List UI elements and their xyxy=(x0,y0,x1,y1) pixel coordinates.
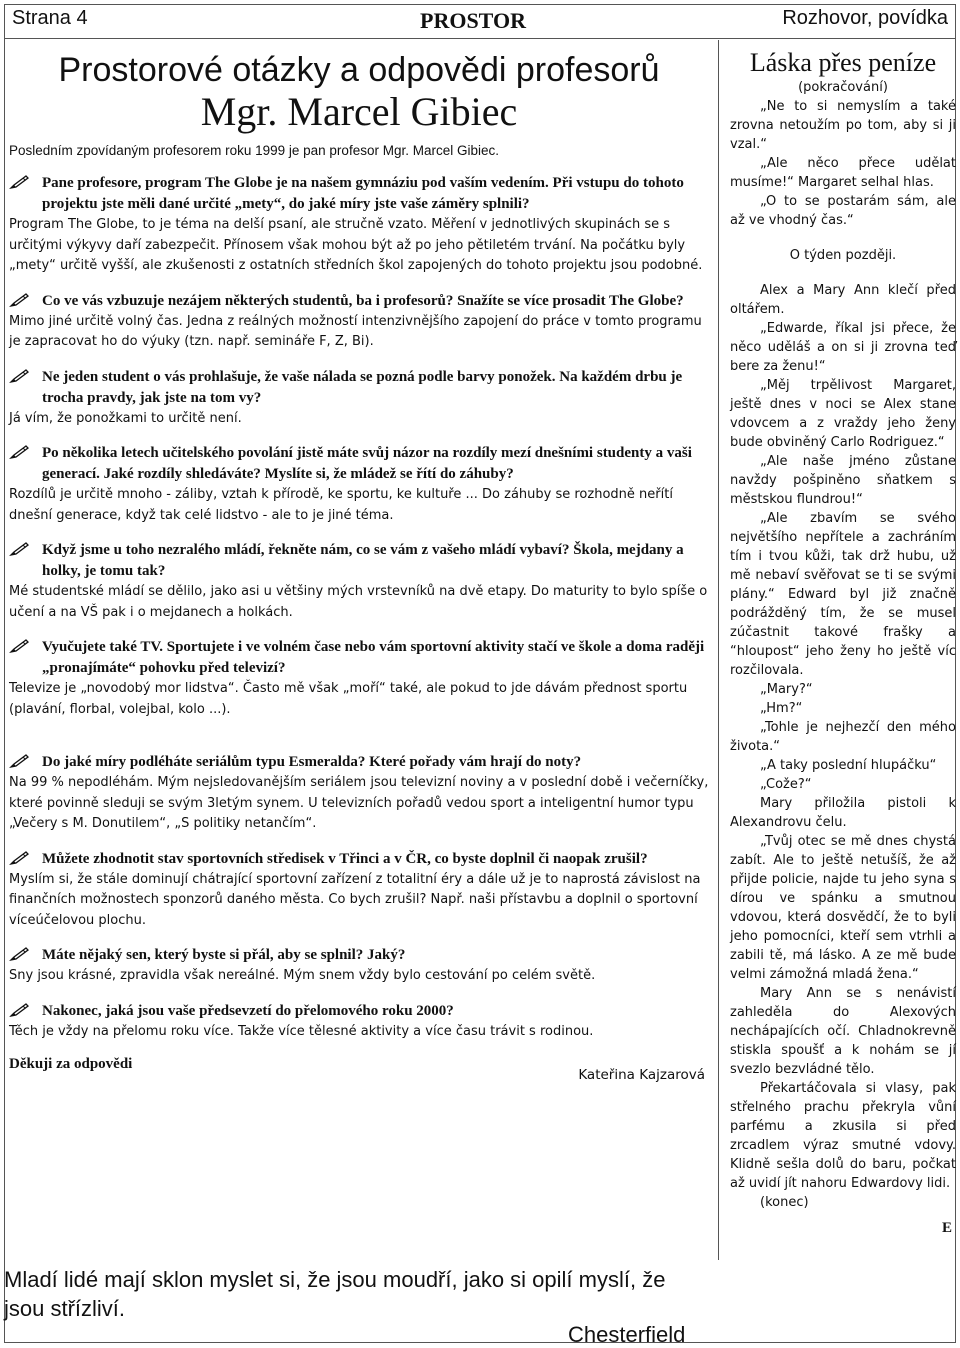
qa-item xyxy=(9,1001,709,1043)
pencil-icon xyxy=(9,638,31,654)
question-text: Co ve vás vzbuzuje nezájem některých studentů, ba i profesorů? Snažíte se více prosadit The Globe? xyxy=(42,292,684,309)
answer: Program The Globe, to je téma na delší psaní, ale stručně vzato. Měření v jednotlivých skupinách se s určitými výkyvy daří zabezpečit. Přínosem však mohou být až po jeho pětiletém trvání. Na počátku byly „mety“ určitě vyšší, ale zkušenosti z ostatních středních škol zapojených do tohoto projektu jsou podobné. xyxy=(9,217,703,273)
qa-item xyxy=(9,173,709,277)
question-text: Můžete zhodnotit stav sportovních středisek v Třinci a v ČR, co byste doplnil či naopak zrušil? xyxy=(42,850,648,867)
pencil-icon xyxy=(9,946,31,962)
answer: Na 99 % nepodléhám. Mým nejsledovanějším seriálem jsou televizní noviny a v poslední době i večerníčky, které povinně sleduji se svým 3letým synem. U televizních pořadů vedou sport a inteligentní humor typu „Večery s M. Donutilem“, „S politiky netančím“. xyxy=(9,775,709,831)
story-title: Láska přes peníze xyxy=(749,48,937,77)
qa-item xyxy=(9,291,709,353)
answer: Mé studentské mládí se dělilo, jako asi u většiny mých vrstevníků na dvě etapy. Do maturity to bylo spíše o učení a na VŠ pak i o mejdanech a holkách. xyxy=(9,584,708,620)
question xyxy=(9,1001,709,1022)
page-number: Strana 4 xyxy=(12,7,88,29)
story-paragraph: „Hm?“ xyxy=(760,701,803,716)
story-paragraph: „Edwarde, říkal jsi přece, že něco uděláš a on si ji zrovna teď bere za ženu!“ xyxy=(730,321,956,374)
answer: Těch je vždy na přelomu roku více. Takže více tělesné aktivity a více času trávit s rodinou. xyxy=(9,1023,594,1039)
column-divider xyxy=(718,40,719,1260)
pencil-icon xyxy=(9,1002,31,1018)
question-text: Do jaké míry podléháte seriálům typu Esmeralda? Které pořady vám hrají do noty? xyxy=(42,754,582,770)
qa-list xyxy=(9,173,709,1042)
question xyxy=(9,752,709,773)
section-title: PROSTOR xyxy=(420,8,526,33)
pencil-icon xyxy=(9,850,31,866)
story-column xyxy=(730,48,956,1237)
qa-item xyxy=(9,367,709,430)
quote-text: Mladí lidé mají sklon myslet si, že jsou moudří, jako si opilí myslí, že jsou střízliví. xyxy=(4,1267,666,1321)
end-mark: E xyxy=(941,1220,952,1236)
qa-item xyxy=(9,752,709,835)
pencil-icon xyxy=(9,368,31,384)
header-divider xyxy=(4,38,956,39)
article-author: Kateřina Kajzarová xyxy=(578,1067,705,1083)
qa-item xyxy=(9,540,709,623)
question-text: Nakonec, jaká jsou vaše předsevzetí do přelomového roku 2000? xyxy=(42,1002,454,1019)
story-paragraph: „Mary?“ xyxy=(760,682,813,697)
story-paragraph: Překartáčovala si vlasy, pak střelného prachu překryla vůní parfému a zkusila si před zrcadlem výraz smutné vdovy. Klidně sešla dolů do baru, počkat až uvidí jít nahoru Edwardovy lidi. xyxy=(730,1081,956,1191)
question xyxy=(9,637,709,679)
answer: Televize je „novodobý mor lidstva“. Často mě však „moří“ také, ale pokud to jde dávám přednost sportu (plavání, florbal, volejbal, kolo ...). xyxy=(9,681,688,717)
story-paragraph: O týden později. xyxy=(789,248,897,263)
article-title: Prostorové otázky a odpovědi profesorů xyxy=(58,51,660,89)
question xyxy=(9,849,709,870)
answer: Mimo jiné určitě volný čas. Jedna z reálných možností intenzivnějšího zapojení do práce v tomto programu je zapracovat ho do výuky (tzn. např. semináře F, Z, Bi). xyxy=(9,313,702,349)
interview-column xyxy=(9,48,709,1083)
story-paragraph: Mary přiložila pistoli k Alexandrovu čelu. xyxy=(730,796,956,830)
question xyxy=(9,945,709,966)
question-text: Pane profesore, program The Globe je na našem gymnáziu pod vaším vedením. Při vstupu do tohoto projektu jste měli dané určité „mety“, do jaké míry jste vaše záměry splnili? xyxy=(42,175,684,212)
question-text: Vyučujete také TV. Sportujete i ve volném čase nebo vám sportovní aktivity stačí ve škole a doma raději „pronajímáte“ pohovku před televizí? xyxy=(42,639,705,676)
pencil-icon xyxy=(9,292,31,308)
question-text: Ne jeden student o vás prohlašuje, že vaše nálada se pozná podle barvy ponožek. Na každém drbu je trocha pravdy, jak jste na tom vy? xyxy=(42,368,683,406)
question xyxy=(9,367,709,409)
story-paragraph: Mary Ann se s nenávistí zahleděla do Alexových nechápajících očí. Chladnokrevně stiskla spoušť a k nohám se jí svezlo bezvládné tělo. xyxy=(730,986,956,1077)
story-paragraph: „Ne to si nemyslím a také zrovna netoužím po tom, aby si ji vzal.“ xyxy=(730,99,956,152)
story-body xyxy=(730,97,956,1212)
qa-item xyxy=(9,849,709,932)
question-text: Máte nějaký sen, který byste si přál, aby se splnil? Jaký? xyxy=(42,947,406,963)
closing-thanks: Děkuji za odpovědi xyxy=(9,1056,133,1072)
qa-item xyxy=(9,945,709,987)
pencil-icon xyxy=(9,753,31,769)
story-paragraph: „Ale něco přece udělat musíme!“ Margaret selhal hlas. xyxy=(730,156,956,190)
answer: Já vím, že ponožkami to určitě není. xyxy=(9,410,242,426)
story-paragraph: „A taky poslední hlupáčku“ xyxy=(760,758,937,773)
quote-author: Chesterfield xyxy=(568,1322,686,1347)
question-text: Když jsme u toho nezralého mládí, řekněte nám, co se vám z vašeho mládí vybaví? Škola, mejdany a holky, je tomu tak? xyxy=(42,542,684,579)
story-paragraph: „Ale naše jméno zůstane navždy pošpiněno sňatkem s městskou flundrou!“ xyxy=(730,454,956,507)
question xyxy=(9,540,709,582)
qa-item xyxy=(9,637,709,720)
question-text: Po několika letech učitelského povolání jistě máte svůj názor na rozdíly mezí dnešními studenty a vaši generací. Jaké rozdíly shledáváte? Myslíte si, že mládež se řítí do záhuby? xyxy=(42,445,692,482)
story-paragraph: Alex a Mary Ann klečí před oltářem. xyxy=(730,283,956,317)
question xyxy=(9,443,709,485)
article-intro: Posledním zpovídaným profesorem roku 1999 je pan profesor Mgr. Marcel Gibiec. xyxy=(9,143,499,158)
story-continued-label: (pokračování) xyxy=(798,80,888,95)
question xyxy=(9,291,709,312)
article-subtitle: Mgr. Marcel Gibiec xyxy=(200,89,518,134)
pencil-icon xyxy=(9,174,31,190)
story-paragraph: „Měj trpělivost Margaret, ještě dnes v noci se Alex stane vdovcem a z vraždy jeho ženy bude obviněný Carlo Rodriguez.“ xyxy=(730,378,956,450)
section-category: Rozhovor, povídka xyxy=(782,7,948,29)
qa-item xyxy=(9,443,709,526)
story-paragraph: „Tvůj otec se mě dnes chystá zabít. Ale to ještě netušíš, že až přijde policie, najde tu jeho syna s dírou ve spánku a smutnou vdovou, která dosvědčí, že to byli jeho pomocníci, kteří sem vtrhli a zabili tě, má lásko. A ze mě bude velmi zámožná mladá žena.“ xyxy=(730,834,956,982)
answer: Sny jsou krásné, zpravidla však nereálné. Mým snem vždy bylo cestování po celém světě. xyxy=(9,968,596,983)
answer: Myslím si, že stále dominují chátrající sportovní zařízení z totalitní éry a dále už je to naprostá závislost na finančních možnostech sponzorů daného města. Co bych zrušil? Např. naši přístavbu a doplnil o sportovní víceúčelovou plochu. xyxy=(9,871,701,928)
pencil-icon xyxy=(9,541,31,557)
story-paragraph: „Tohle je nejhezčí den mého života.“ xyxy=(730,720,956,754)
question xyxy=(9,173,709,215)
answer: Rozdílů je určitě mnoho - záliby, vztah k přírodě, ke sportu, ke kultuře ... Do záhuby se rozhodně neřítí dnešní generace, když tak celé lidstvo - ale to je jiné téma. xyxy=(9,487,673,523)
story-paragraph: (konec) xyxy=(760,1195,809,1210)
story-paragraph: „Cože?“ xyxy=(760,777,812,792)
pencil-icon xyxy=(9,444,31,460)
story-paragraph: „O to se postarám sám, ale až ve vhodný čas.“ xyxy=(730,194,956,228)
story-paragraph: „Ale zbavím se svého největšího nepřítele a zachráním tím i tvou kůži, tak drž hubu, už mě nebaví svěřovat se ti se svými plány.“ Edward byl již značně podrážděný tím, že se musel zúčastnit takové frašky a “hloupost“ jeho ženy ho ještě víc rozčilovala. xyxy=(730,511,956,678)
